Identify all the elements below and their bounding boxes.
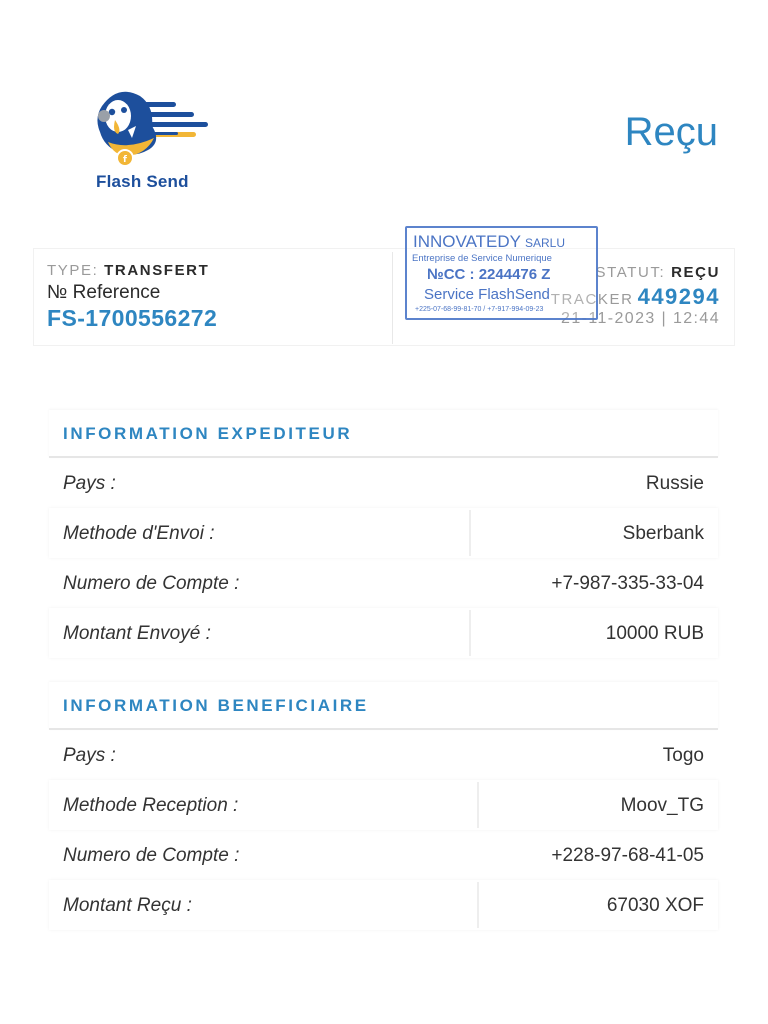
beneficiary-row-method bbox=[49, 780, 718, 830]
tracker-value: 449294 bbox=[637, 284, 720, 309]
flash-send-logo bbox=[88, 86, 212, 196]
row-separator bbox=[469, 510, 471, 556]
sender-row-method bbox=[49, 508, 718, 558]
row-label: Numero de Compte : bbox=[63, 845, 240, 866]
brand-name: Flash Send bbox=[96, 172, 189, 191]
row-separator bbox=[477, 882, 479, 928]
beneficiary-row-country bbox=[49, 730, 718, 780]
row-label: Numero de Compte : bbox=[63, 573, 240, 594]
row-value: 10000 RUB bbox=[605, 623, 704, 644]
tracker-label: TRACKER bbox=[550, 291, 634, 308]
sender-row-amount bbox=[49, 608, 718, 658]
row-label: Pays : bbox=[63, 745, 116, 766]
sender-section-header bbox=[49, 410, 718, 458]
company-stamp bbox=[405, 226, 598, 320]
row-label: Montant Reçu : bbox=[63, 895, 192, 916]
row-value: Togo bbox=[662, 745, 704, 766]
sender-section-title: INFORMATION EXPEDITEUR bbox=[63, 424, 353, 443]
flash-send-mascot-icon bbox=[88, 86, 212, 170]
row-value: Russie bbox=[645, 473, 704, 494]
stamp-ncc: №CC : 2244476 Z bbox=[427, 266, 551, 283]
beneficiary-section bbox=[49, 682, 718, 930]
beneficiary-section-title: INFORMATION BENEFICIAIRE bbox=[63, 696, 369, 715]
stamp-subtitle: Entreprise de Service Numerique bbox=[412, 253, 552, 264]
stamp-service: Service FlashSend bbox=[424, 286, 550, 303]
type-label: TYPE: bbox=[47, 262, 99, 279]
status-value: REÇU bbox=[671, 264, 720, 281]
row-label: Montant Envoyé : bbox=[63, 623, 211, 644]
row-value: Moov_TG bbox=[620, 795, 704, 816]
stamp-company-suffix: SARLU bbox=[525, 236, 566, 250]
status bbox=[596, 264, 721, 281]
row-value: +7-987-335-33-04 bbox=[551, 573, 704, 594]
row-value: +228-97-68-41-05 bbox=[551, 845, 704, 866]
beneficiary-section-header bbox=[49, 682, 718, 730]
row-label: Methode Reception : bbox=[63, 795, 239, 816]
row-value: 67030 XOF bbox=[606, 895, 704, 916]
stamp-phones: +225-07-68-99-81-70 / +7-917-994-09-23 bbox=[415, 306, 544, 313]
type-value: TRANSFERT bbox=[104, 262, 210, 279]
row-label: Pays : bbox=[63, 473, 116, 494]
reference-label: № Reference bbox=[47, 282, 161, 303]
stamp-company-name: INNOVATEDY bbox=[413, 232, 521, 251]
row-label: Methode d'Envoi : bbox=[63, 523, 215, 544]
svg-text:f: f bbox=[123, 155, 127, 165]
row-separator bbox=[477, 782, 479, 828]
row-separator bbox=[469, 610, 471, 656]
reference-value: FS-1700556272 bbox=[47, 305, 218, 331]
sender-row-account bbox=[49, 558, 718, 608]
receipt-title: Reçu bbox=[624, 110, 718, 154]
sender-section bbox=[49, 410, 718, 658]
beneficiary-row-account bbox=[49, 830, 718, 880]
status-label: STATUT: bbox=[595, 264, 666, 281]
transfer-type bbox=[47, 262, 209, 279]
transaction-date: 21-11-2023 | 12:44 bbox=[561, 310, 720, 327]
meta-divider bbox=[392, 252, 393, 344]
stamp-company bbox=[413, 232, 565, 252]
beneficiary-row-amount bbox=[49, 880, 718, 930]
sender-row-country bbox=[49, 458, 718, 508]
row-value: Sberbank bbox=[622, 523, 704, 544]
